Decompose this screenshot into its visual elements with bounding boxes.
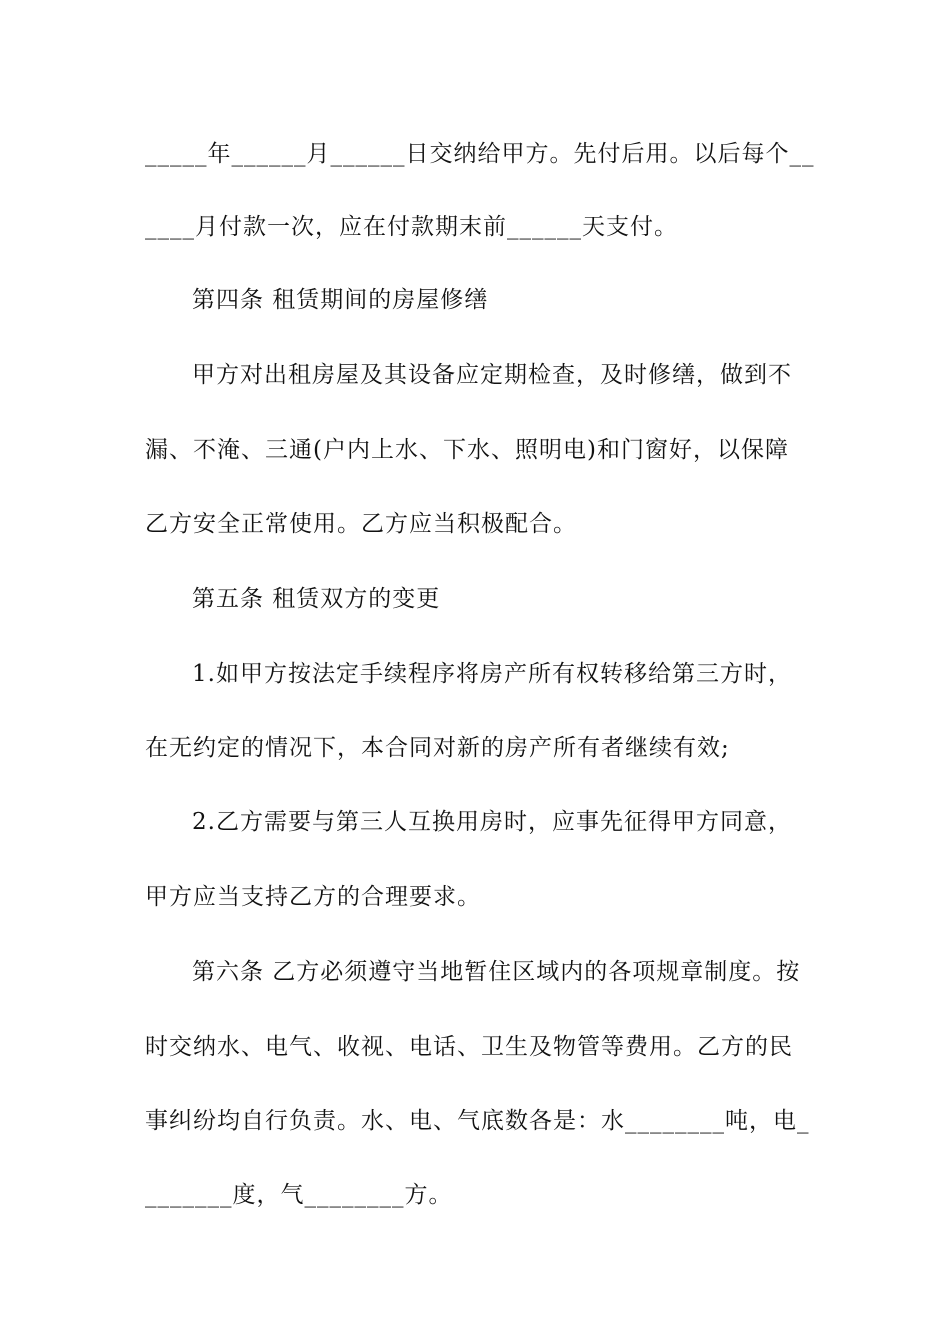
payment-date-line: _____年______月______日交纳给甲方。先付后用。以后每个__: [145, 141, 815, 167]
article-six-line-2: 时交纳水、电气、收视、电话、卫生及物管等费用。乙方的民: [145, 1034, 793, 1060]
article-four-heading: 第四条 租赁期间的房屋修缮: [192, 287, 489, 313]
payment-interval-line: ____月付款一次，应在付款期末前______天支付。: [145, 214, 678, 240]
article-six-line-1: 第六条 乙方必须遵守当地暂住区域内的各项规章制度。按: [192, 959, 801, 985]
change-clause-1-line-2: 在无约定的情况下，本合同对新的房产所有者继续有效;: [145, 735, 730, 761]
article-six-line-4: _______度，气________方。: [145, 1182, 453, 1208]
change-clause-2-line-2: 甲方应当支持乙方的合理要求。: [145, 884, 481, 910]
change-clause-1-line-1: 1.如甲方按法定手续程序将房产所有权转移给第三方时，: [192, 661, 792, 687]
article-six-line-3: 事纠纷均自行负责。水、电、气底数各是：水________吨，电_: [145, 1108, 810, 1134]
repair-paragraph-line-2: 漏、不淹、三通(户内上水、下水、照明电)和门窗好，以保障: [145, 437, 789, 463]
repair-paragraph-line-1: 甲方对出租房屋及其设备应定期检查，及时修缮，做到不: [192, 362, 792, 388]
article-five-heading: 第五条 租赁双方的变更: [192, 586, 441, 612]
repair-paragraph-line-3: 乙方安全正常使用。乙方应当积极配合。: [145, 511, 577, 537]
change-clause-2-line-1: 2.乙方需要与第三人互换用房时，应事先征得甲方同意，: [192, 809, 792, 835]
